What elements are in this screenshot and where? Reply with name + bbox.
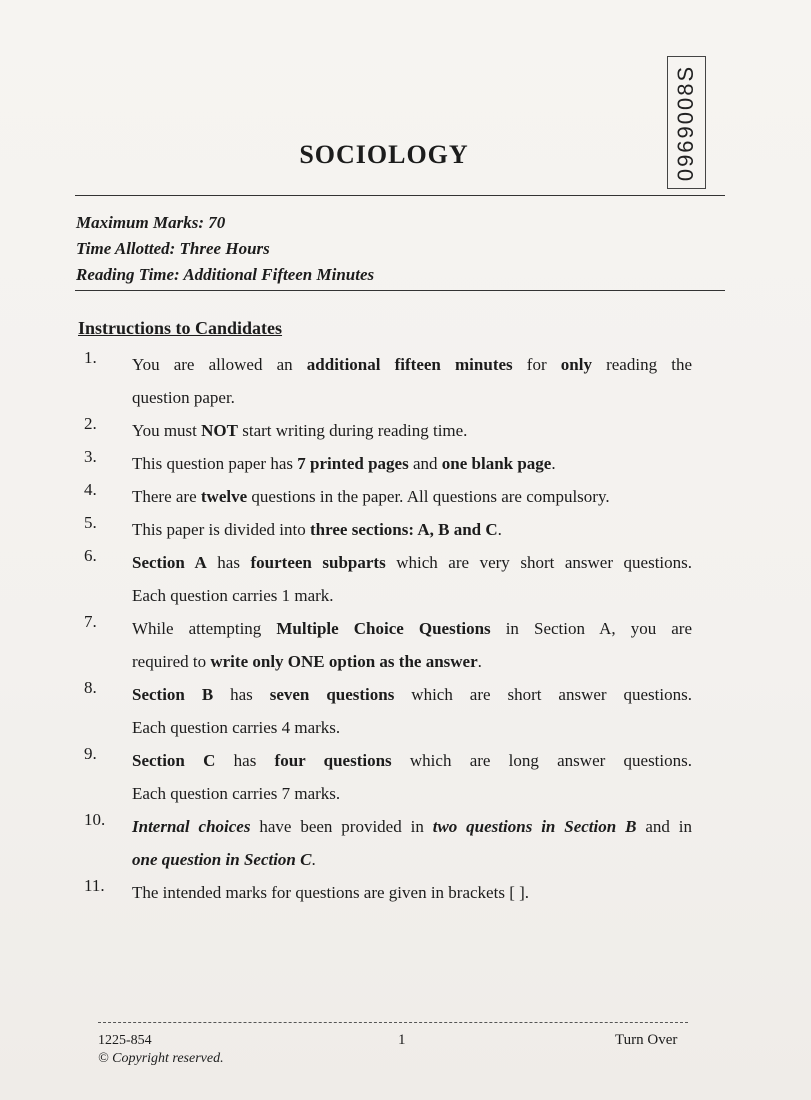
instruction-text: The intended marks for questions are given in brackets [ ]. <box>132 883 530 902</box>
instruction-item <box>80 612 692 678</box>
exam-meta <box>76 210 374 288</box>
emphasis-text: only <box>560 355 592 374</box>
instruction-text: . <box>497 520 502 539</box>
divider-top <box>75 195 725 196</box>
instruction-line <box>132 579 692 612</box>
instruction-number: 4. <box>84 480 97 499</box>
instruction-number: 5. <box>84 513 97 532</box>
instruction-item <box>80 876 692 909</box>
instruction-item <box>80 810 692 876</box>
turn-over-label: Turn Over <box>615 1032 678 1048</box>
instruction-item <box>80 414 692 447</box>
instruction-text: in Section A, you are <box>490 619 692 638</box>
instruction-text: has <box>215 751 275 770</box>
instruction-text: for <box>512 355 561 374</box>
instruction-number: 9. <box>84 744 97 763</box>
emphasis-text: write only ONE option as the answer <box>210 652 478 671</box>
instruction-text: This question paper has <box>132 454 298 473</box>
emphasis-text: fourteen subparts <box>250 553 386 572</box>
instruction-item <box>80 447 692 480</box>
instruction-text: start writing during reading time. <box>237 421 468 440</box>
instruction-number: 6. <box>84 546 97 565</box>
instruction-line <box>132 513 692 546</box>
copyright-notice: © Copyright reserved. <box>98 1051 224 1066</box>
instruction-text: Each question carries 1 mark. <box>132 586 334 605</box>
footer-left <box>98 1032 224 1068</box>
instruction-text: question paper. <box>132 388 235 407</box>
divider-bottom <box>75 290 725 291</box>
instruction-line <box>132 711 692 744</box>
instruction-text: . <box>477 652 482 671</box>
time-allotted: Time Allotted: Three Hours <box>76 239 270 258</box>
instructions-heading: Instructions to Candidates <box>78 318 283 338</box>
reading-time: Reading Time: Additional Fifteen Minutes <box>76 265 375 284</box>
instruction-line <box>132 348 692 381</box>
emphasis-text: twelve <box>200 487 248 506</box>
emphasis-text: four questions <box>274 751 392 770</box>
instruction-item <box>80 678 692 744</box>
emphasis-text: Section A <box>132 553 207 572</box>
instruction-text: has <box>213 685 270 704</box>
emphasis-text: one blank page <box>441 454 552 473</box>
instruction-number: 8. <box>84 678 97 697</box>
instruction-text: This paper is divided into <box>132 520 311 539</box>
instruction-line <box>132 546 692 579</box>
instruction-number: 7. <box>84 612 97 631</box>
instruction-text: has <box>206 553 251 572</box>
instruction-text: which are very short answer questions. <box>385 553 693 572</box>
instruction-text: questions in the paper. All questions are compulsory. <box>247 487 610 506</box>
emphasis-text: seven questions <box>269 685 395 704</box>
instruction-line <box>132 678 692 711</box>
instruction-item <box>80 546 692 612</box>
emphasis-text: NOT <box>201 421 238 440</box>
instruction-text: and in <box>636 817 692 836</box>
instruction-line <box>132 777 692 810</box>
instruction-number: 11. <box>84 876 105 895</box>
page-number: 1 <box>398 1032 406 1048</box>
instruction-text: . <box>311 850 316 869</box>
instruction-line <box>132 744 692 777</box>
instruction-item <box>80 513 692 546</box>
emphasis-text: three sections: A, B and C <box>310 520 498 539</box>
instruction-text: have been provided in <box>250 817 433 836</box>
emphasis-text: one question in Section C <box>132 850 312 869</box>
instruction-text: While attempting <box>132 619 277 638</box>
instruction-item <box>80 348 692 414</box>
emphasis-text: Internal choices <box>132 817 251 836</box>
instruction-item <box>80 480 692 513</box>
instruction-text: required to <box>132 652 211 671</box>
instruction-line <box>132 645 692 678</box>
instruction-text: . <box>551 454 556 473</box>
emphasis-text: 7 printed pages <box>297 454 409 473</box>
instruction-text: Each question carries 4 marks. <box>132 718 341 737</box>
instruction-line <box>132 612 692 645</box>
max-marks: Maximum Marks: 70 <box>76 213 226 232</box>
instruction-line <box>132 810 692 843</box>
serial-number: 0969008S <box>673 64 699 181</box>
instruction-text: You must <box>132 421 202 440</box>
instruction-number: 2. <box>84 414 97 433</box>
emphasis-text: Section C <box>132 751 216 770</box>
instructions-list <box>80 348 692 909</box>
instruction-line <box>132 447 692 480</box>
instruction-text: and <box>408 454 442 473</box>
instruction-number: 3. <box>84 447 97 466</box>
paper-code: 1225-854 <box>98 1033 152 1048</box>
instruction-line <box>132 381 692 414</box>
footer-divider <box>98 1022 688 1023</box>
instruction-text: which are short answer questions. <box>394 685 692 704</box>
instruction-text: There are <box>132 487 201 506</box>
page-title: SOCIOLOGY <box>299 140 469 169</box>
instruction-text: Each question carries 7 marks. <box>132 784 341 803</box>
instruction-number: 1. <box>84 348 97 367</box>
emphasis-text: Section B <box>132 685 214 704</box>
instruction-text: which are long answer questions. <box>391 751 692 770</box>
instruction-line <box>132 414 692 447</box>
instruction-text: You are allowed an <box>132 355 307 374</box>
instruction-line <box>132 876 692 909</box>
instruction-number: 10. <box>84 810 106 829</box>
emphasis-text: additional fifteen minutes <box>306 355 513 374</box>
instruction-item <box>80 744 692 810</box>
instruction-line <box>132 480 692 513</box>
emphasis-text: two questions in Section B <box>432 817 637 836</box>
instruction-line <box>132 843 692 876</box>
instruction-text: reading the <box>591 355 692 374</box>
emphasis-text: Multiple Choice Questions <box>276 619 491 638</box>
